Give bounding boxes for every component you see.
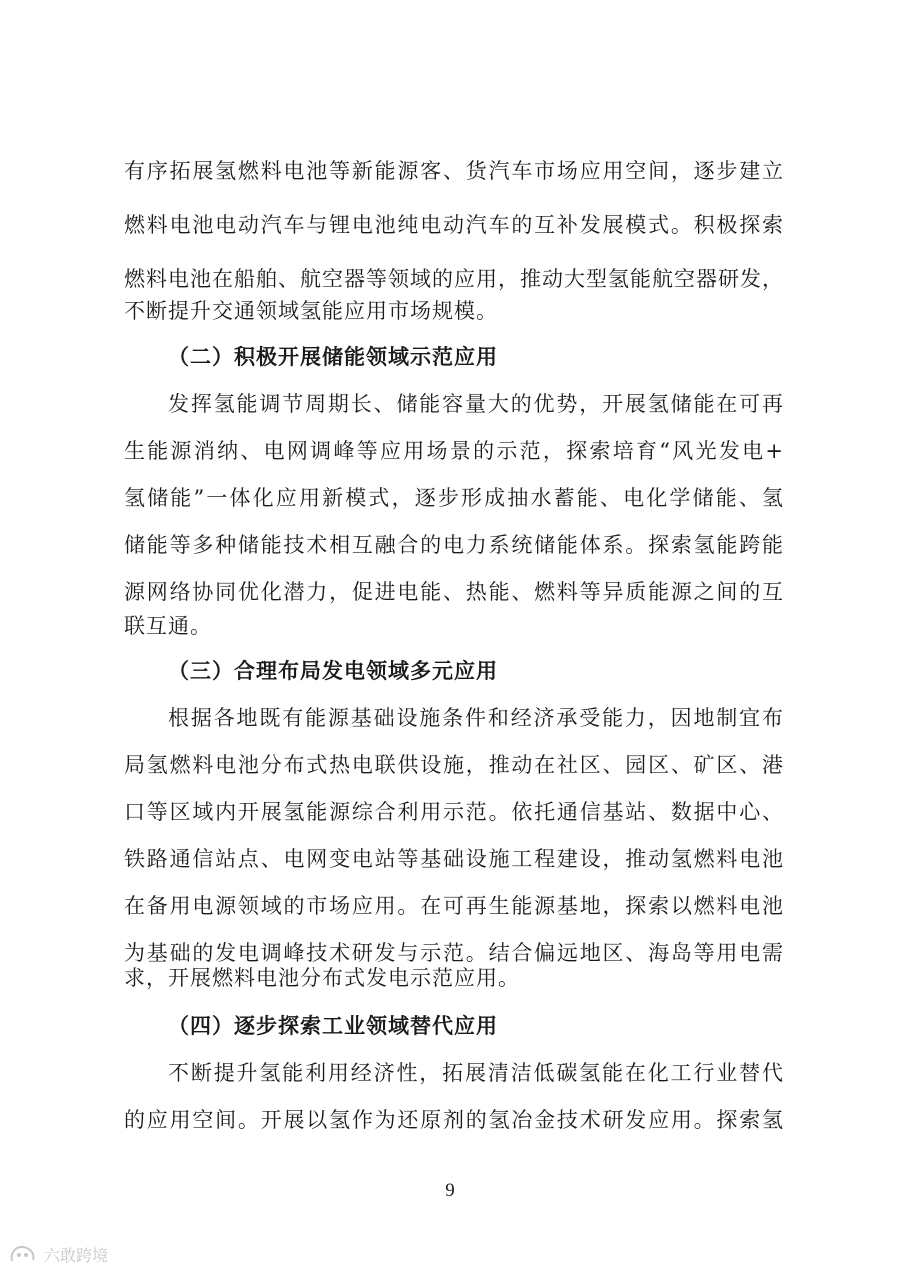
watermark-logo-icon — [8, 1243, 38, 1265]
paragraph-line: 的应用空间。开展以氢作为还原剂的氢冶金技术研发应用。探索氢 — [124, 1108, 784, 1132]
paragraph-line: 联互通。 — [124, 614, 212, 638]
section-heading-4: （四）逐步探索工业领域替代应用 — [168, 1013, 498, 1038]
paragraph-line: 为基础的发电调峰技术研发与示范。结合偏远地区、海岛等用电需 — [124, 941, 784, 965]
paragraph-line: 有序拓展氢燃料电池等新能源客、货汽车市场应用空间，逐步建立 — [124, 159, 784, 183]
paragraph-line: 在备用电源领域的市场应用。在可再生能源基地，探索以燃料电池 — [124, 894, 784, 918]
section-heading-2: （二）积极开展储能领域示范应用 — [168, 344, 498, 369]
paragraph-line: 不断提升交通领域氢能应用市场规模。 — [124, 299, 498, 323]
paragraph-line: 燃料电池电动汽车与锂电池纯电动汽车的互补发展模式。积极探索 — [124, 213, 784, 237]
watermark — [8, 1240, 108, 1268]
paragraph-line: 氢储能”一体化应用新模式，逐步形成抽水蓄能、电化学储能、氢 — [124, 486, 784, 510]
watermark-text: 六敢跨境 — [44, 1245, 109, 1265]
paragraph-line: 铁路通信站点、电网变电站等基础设施工程建设，推动氢燃料电池 — [124, 847, 784, 871]
paragraph-line: 不断提升氢能利用经济性，拓展清洁低碳氢能在化工行业替代 — [168, 1061, 784, 1085]
paragraph-line: 源网络协同优化潜力，促进电能、热能、燃料等异质能源之间的互 — [124, 580, 784, 604]
paragraph-line: 发挥氢能调节周期长、储能容量大的优势，开展氢储能在可再 — [168, 392, 784, 416]
paragraph-line: 求，开展燃料电池分布式发电示范应用。 — [124, 966, 520, 990]
paragraph-line: 储能等多种储能技术相互融合的电力系统储能体系。探索氢能跨能 — [124, 533, 784, 557]
section-heading-3: （三）合理布局发电领域多元应用 — [168, 658, 498, 683]
paragraph-line: 口等区域内开展氢能源综合利用示范。依托通信基站、数据中心、 — [124, 800, 784, 824]
page-number: 9 — [445, 1180, 455, 1201]
paragraph-line: 局氢燃料电池分布式热电联供设施，推动在社区、园区、矿区、港 — [124, 753, 784, 777]
paragraph-line: 生能源消纳、电网调峰等应用场景的示范，探索培育“风光发电+ — [124, 439, 784, 463]
paragraph-line: 根据各地既有能源基础设施条件和经济承受能力，因地制宜布 — [168, 706, 784, 730]
paragraph-line: 燃料电池在船舶、航空器等领域的应用，推动大型氢能航空器研发， — [124, 267, 784, 291]
